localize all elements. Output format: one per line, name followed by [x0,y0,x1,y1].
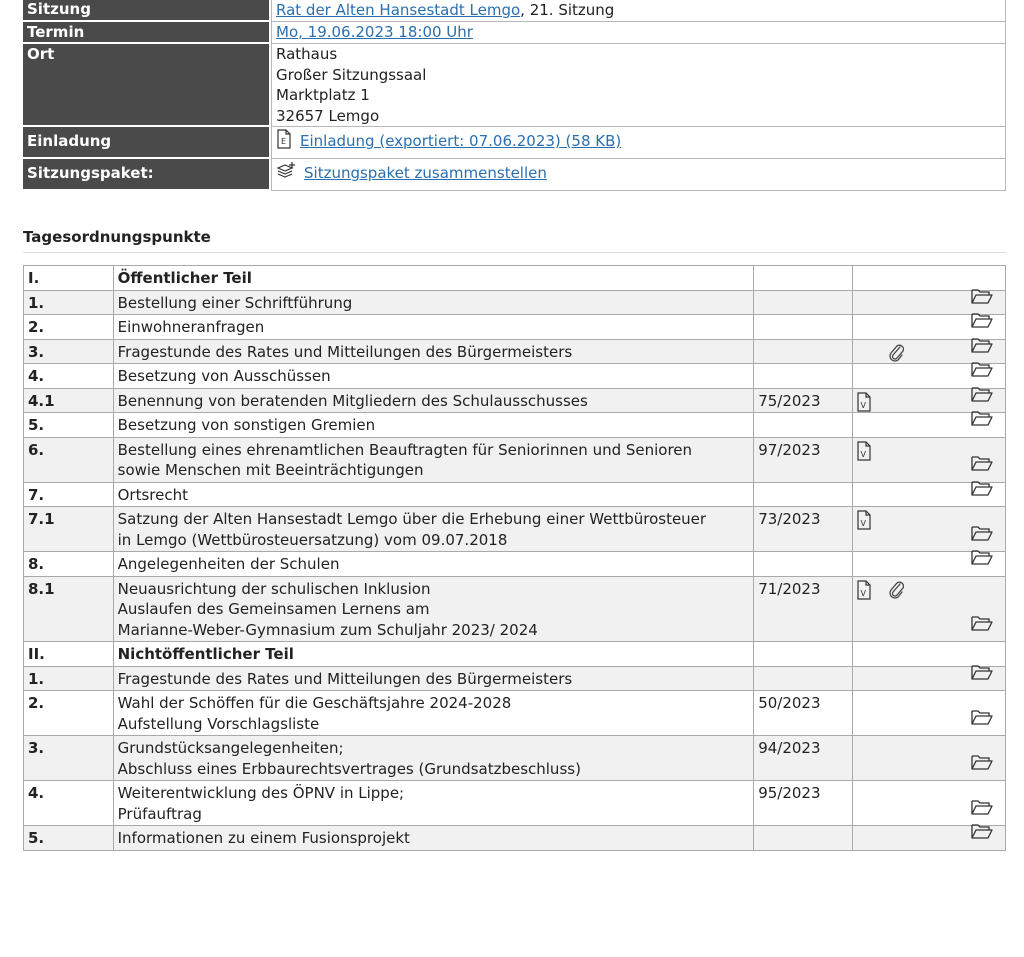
agenda-item-reference [754,315,853,340]
agenda-item-title[interactable]: Besetzung von Ausschüssen [113,364,754,389]
agenda-item-reference [754,413,853,438]
agenda-item-number: 3. [24,339,114,364]
agenda-row [24,691,1006,736]
open-folder-icon[interactable] [971,799,993,821]
agenda-row [24,666,1006,691]
agenda-item-number: 1. [24,666,114,691]
agenda-item-title[interactable]: Fragestunde des Rates und Mitteilungen des Bürgermeisters [113,666,754,691]
info-label-einladung: Einladung [23,127,271,159]
open-folder-icon[interactable] [971,664,993,686]
open-folder-icon[interactable] [971,386,993,408]
agenda-row [24,826,1006,851]
agenda-row [24,315,1006,340]
agenda-item-actions [852,266,1005,291]
agenda-item-reference [754,642,853,667]
agenda-item-number: II. [24,642,114,667]
agenda-row [24,290,1006,315]
open-folder-icon[interactable] [971,361,993,383]
layers-plus-icon[interactable] [276,161,296,190]
agenda-item-actions [852,552,1005,577]
agenda-row [24,413,1006,438]
vorlage-document-icon[interactable] [856,441,872,467]
ort-line: 32657 Lemgo [276,106,380,125]
agenda-item-actions [852,666,1005,691]
agenda-item-title[interactable]: Weiterentwicklung des ÖPNV in Lippe; Prüfauftrag [113,781,754,826]
agenda-item-number: 2. [24,691,114,736]
agenda-row [24,552,1006,577]
agenda-item-number: 7. [24,482,114,507]
info-value-termin [271,22,1006,45]
agenda-item-title: Nichtöffentlicher Teil [113,642,754,667]
sitzungspaket-link[interactable]: Sitzungspaket zusammenstellen [304,164,547,182]
agenda-item-number: 4. [24,781,114,826]
agenda-item-reference [754,826,853,851]
agenda-item-number: 3. [24,736,114,781]
agenda-item-actions [852,781,1005,826]
agenda-item-reference [754,552,853,577]
agenda-item-actions [852,642,1005,667]
agenda-row [24,736,1006,781]
sitzung-suffix: , 21. Sitzung [520,1,615,19]
svg-text:V: V [860,588,866,598]
attachment-icon[interactable] [888,580,906,606]
ort-line: Rathaus [276,45,338,63]
svg-text:V: V [860,519,866,528]
agenda-row [24,437,1006,482]
agenda-item-title[interactable]: Fragestunde des Rates und Mitteilungen des Bürgermeisters [113,339,754,364]
agenda-item-title[interactable]: Bestellung einer Schriftführung [113,290,754,315]
agenda-item-actions [852,339,1005,364]
agenda-row [24,482,1006,507]
agenda-item-actions [852,691,1005,736]
session-info-table [23,0,1006,191]
agenda-item-number: 8. [24,552,114,577]
open-folder-icon[interactable] [971,823,993,845]
open-folder-icon[interactable] [971,312,993,334]
info-value-sitzungspaket [271,159,1006,191]
agenda-item-reference [754,364,853,389]
agenda-item-number: I. [24,266,114,291]
agenda-item-actions [852,482,1005,507]
agenda-item-title[interactable]: Wahl der Schöffen für die Geschäftsjahre 2024-2028 Aufstellung Vorschlagsliste [113,691,754,736]
agenda-item-number: 7.1 [24,507,114,552]
open-folder-icon[interactable] [971,480,993,502]
agenda-section-row [24,266,1006,291]
agenda-item-reference[interactable]: 97/2023 [754,437,853,482]
sitzung-link[interactable]: Rat der Alten Hansestadt Lemgo [276,1,521,19]
agenda-item-reference [754,266,853,291]
agenda-item-actions [852,364,1005,389]
agenda-item-reference[interactable]: 73/2023 [754,507,853,552]
vorlage-document-icon[interactable] [856,580,872,606]
info-label-sitzung: Sitzung [23,0,271,22]
ort-line: Großer Sitzungssaal [276,65,427,84]
agenda-item-title: Öffentlicher Teil [113,266,754,291]
agenda-item-number: 5. [24,826,114,851]
agenda-item-number: 8.1 [24,576,114,642]
agenda-item-reference [754,290,853,315]
agenda-item-actions [852,315,1005,340]
open-folder-icon[interactable] [971,410,993,432]
agenda-item-number: 2. [24,315,114,340]
agenda-item-reference[interactable]: 94/2023 [754,736,853,781]
agenda-item-reference [754,482,853,507]
info-row-einladung [23,127,1006,159]
agenda-item-title[interactable]: Besetzung von sonstigen Gremien [113,413,754,438]
info-label-ort: Ort [23,44,271,127]
info-row-sitzungspaket [23,159,1006,191]
agenda-item-reference[interactable]: 71/2023 [754,576,853,642]
agenda-item-actions [852,413,1005,438]
open-folder-icon[interactable] [971,615,993,637]
agenda-item-reference [754,666,853,691]
open-folder-icon[interactable] [971,337,993,359]
agenda-item-actions [852,290,1005,315]
svg-text:E: E [281,137,287,146]
vorlage-document-icon[interactable] [856,510,872,536]
agenda-item-actions [852,507,1005,552]
agenda-item-actions [852,736,1005,781]
agenda-section-row [24,642,1006,667]
agenda-item-title[interactable]: Angelegenheiten der Schulen [113,552,754,577]
open-folder-icon[interactable] [971,455,993,477]
document-icon[interactable] [276,129,292,158]
info-row-sitzung [23,0,1006,22]
svg-text:V: V [860,449,866,459]
agenda-item-number: 5. [24,413,114,438]
agenda-item-number: 4.1 [24,388,114,413]
open-folder-icon[interactable] [971,754,993,776]
info-row-termin [23,22,1006,45]
agenda-item-number: 6. [24,437,114,482]
termin-link[interactable]: Mo, 19.06.2023 18:00 Uhr [276,22,473,41]
agenda-item-actions [852,826,1005,851]
agenda-item-title[interactable]: Einwohneranfragen [113,315,754,340]
info-value-sitzung [271,0,1006,22]
einladung-link[interactable]: Einladung (exportiert: 07.06.2023) (58 KB) [300,132,622,150]
agenda-item-actions [852,576,1005,642]
agenda-row [24,364,1006,389]
agenda-row [24,388,1006,413]
ort-line: Marktplatz 1 [276,86,370,104]
agenda-item-reference [754,339,853,364]
agenda-heading: Tagesordnungspunkte [23,228,1006,253]
agenda-item-title[interactable]: Ortsrecht [113,482,754,507]
agenda-item-actions [852,388,1005,413]
agenda-row [24,576,1006,642]
agenda-row [24,507,1006,552]
agenda-item-actions [852,437,1005,482]
info-value-ort [271,44,1006,127]
agenda-table [23,265,1006,851]
agenda-item-title[interactable]: Grundstücksangelegenheiten; Abschluss eines Erbbaurechtsvertrages (Grundsatzbeschluss) [113,736,754,781]
agenda-item-number: 4. [24,364,114,389]
info-row-ort [23,44,1006,127]
info-label-termin: Termin [23,22,271,45]
agenda-item-title[interactable]: Benennung von beratenden Mitgliedern des Schulausschusses [113,388,754,413]
agenda-item-reference[interactable]: 95/2023 [754,781,853,826]
open-folder-icon[interactable] [971,525,993,547]
info-label-sitzungspaket: Sitzungspaket: [23,159,271,191]
info-value-einladung [271,127,1006,159]
agenda-item-title[interactable]: Satzung der Alten Hansestadt Lemgo über die Erhebung einer Wettbürosteuer in Lemgo (Wettbürosteuersatzung) vom 09.07.2018 [113,507,754,552]
agenda-item-reference[interactable]: 50/2023 [754,691,853,736]
agenda-row [24,339,1006,364]
open-folder-icon[interactable] [971,549,993,571]
open-folder-icon[interactable] [971,288,993,310]
agenda-row [24,781,1006,826]
agenda-item-title[interactable]: Neuausrichtung der schulischen Inklusion Auslaufen des Gemeinsamen Lernens am Marianne-Weber-Gymnasium zum Schuljahr 2023/ 2024 [113,576,754,642]
agenda-item-reference[interactable]: 75/2023 [754,388,853,413]
agenda-item-number: 1. [24,290,114,315]
agenda-item-title[interactable]: Informationen zu einem Fusionsprojekt [113,826,754,851]
agenda-item-title[interactable]: Bestellung eines ehrenamtlichen Beauftragten für Seniorinnen und Senioren sowie Menschen mit Beeinträchtigungen [113,437,754,482]
svg-text:V: V [860,400,866,410]
open-folder-icon[interactable] [971,709,993,731]
